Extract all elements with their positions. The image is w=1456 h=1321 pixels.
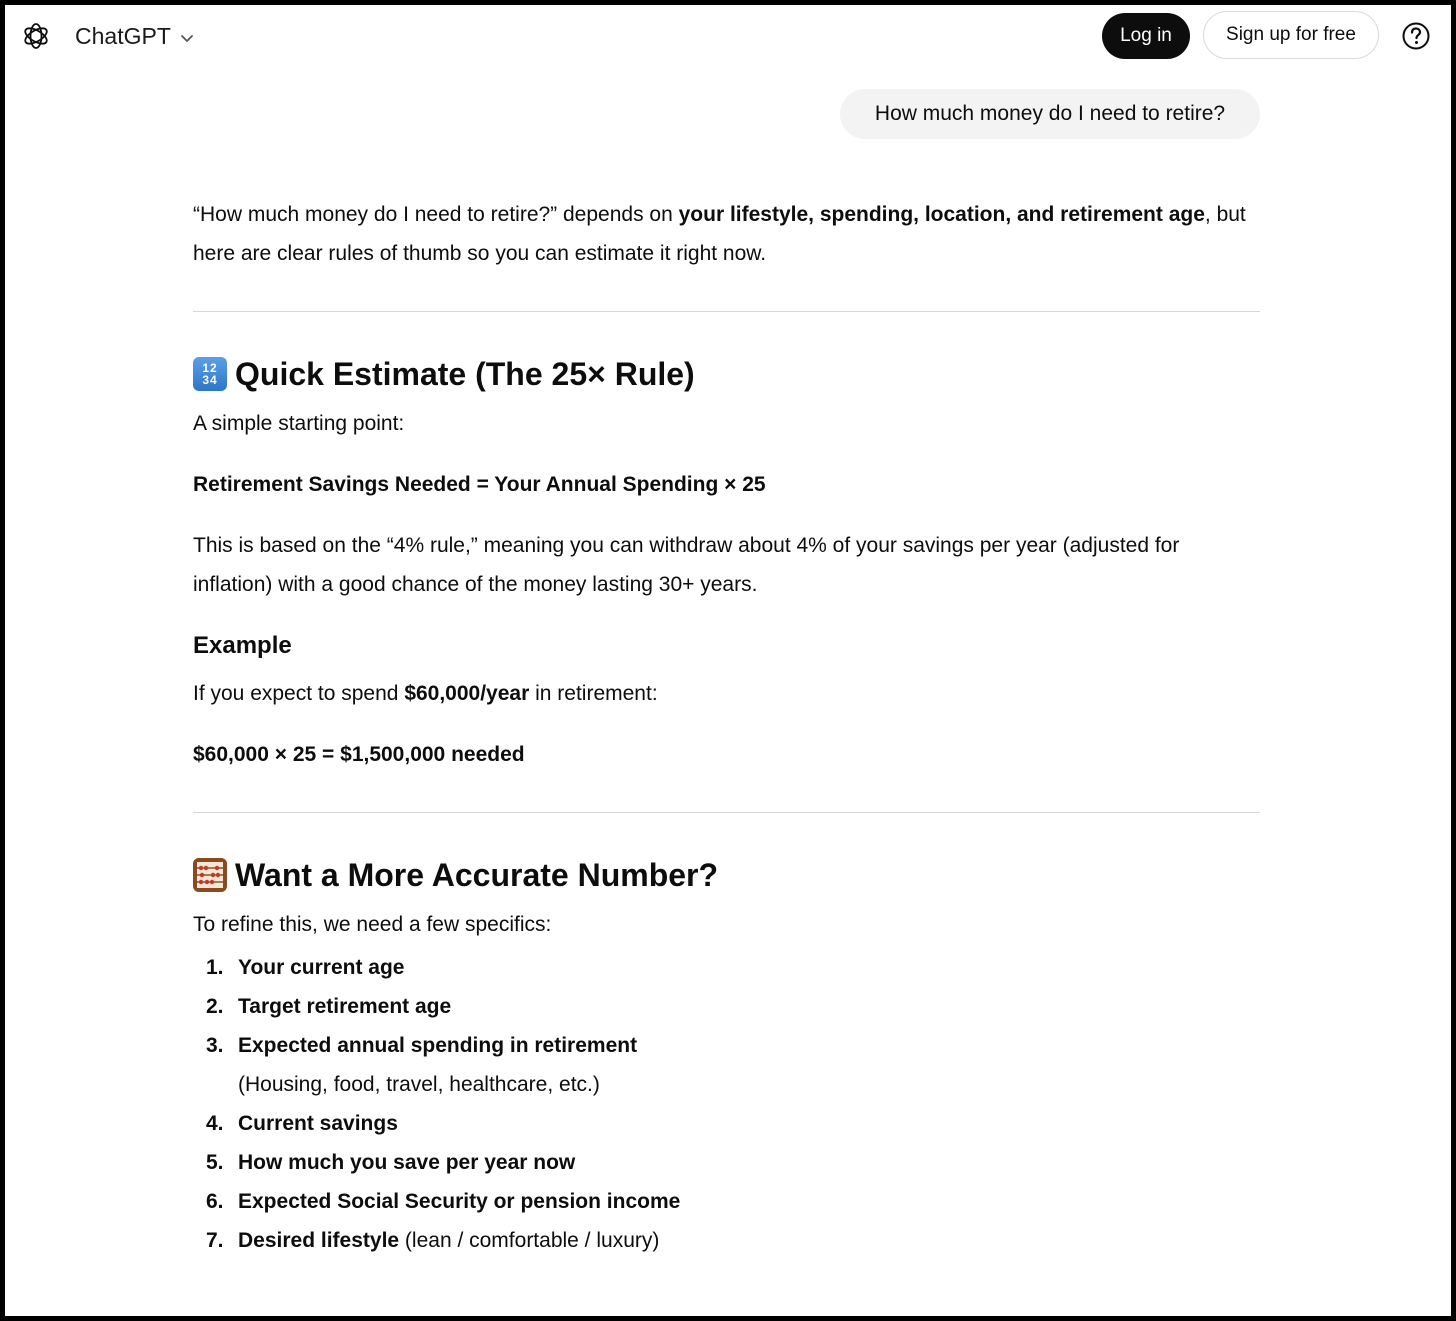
specifics-list xyxy=(193,948,1260,1260)
example-text-end: in retirement: xyxy=(529,682,658,705)
list-item-subtext: (Housing, food, travel, healthcare, etc.) xyxy=(238,1073,600,1096)
app-name: ChatGPT xyxy=(75,22,171,49)
intro-text-end: , but here are clear rules of thumb so you can estimate it right now. xyxy=(193,203,1246,265)
abacus-graphic xyxy=(193,858,227,892)
list-number: 4. xyxy=(206,1112,224,1135)
user-message-bubble xyxy=(840,89,1260,139)
top-bar xyxy=(5,5,1451,67)
lead-text: To refine this, we need a few specifics: xyxy=(193,913,552,936)
list-item xyxy=(193,987,1260,1026)
list-number: 5. xyxy=(206,1151,224,1174)
list-number: 2. xyxy=(206,995,224,1018)
list-item-text: Desired lifestyle xyxy=(238,1229,400,1252)
list-item-text: How much you save per year now xyxy=(238,1151,576,1174)
example-result: $60,000 × 25 = $1,500,000 needed xyxy=(193,743,525,766)
model-switcher[interactable] xyxy=(75,19,195,53)
explanation-text: This is based on the “4% rule,” meaning you can withdraw about 4% of your savings per year (adjusted for inflation) with a good chance of the money lasting 30+ years. xyxy=(193,534,1180,596)
user-message-text: How much money do I need to retire? xyxy=(874,102,1226,125)
example-text-start: If you expect to spend xyxy=(193,682,405,705)
list-item xyxy=(193,1221,1260,1260)
keycap-top-digits: 12 xyxy=(202,361,218,375)
keycap-bottom-digits: 34 xyxy=(202,373,218,387)
section-title: Want a More Accurate Number? xyxy=(235,857,719,893)
assistant-message xyxy=(193,195,1260,1260)
openai-logo-icon[interactable] xyxy=(21,21,51,51)
list-item-text: Expected Social Security or pension income xyxy=(238,1190,681,1213)
section-title: Quick Estimate (The 25× Rule) xyxy=(235,356,695,392)
list-item xyxy=(193,1104,1260,1143)
list-number: 7. xyxy=(206,1229,224,1252)
list-number: 3. xyxy=(206,1034,224,1057)
divider xyxy=(193,311,1260,312)
intro-text: “How much money do I need to retire?” depends on xyxy=(193,203,679,226)
list-item-text: Expected annual spending in retirement xyxy=(238,1034,638,1057)
example-amount: $60,000/year xyxy=(404,682,530,705)
keycap-1234-icon xyxy=(193,357,227,391)
chevron-down-icon xyxy=(179,30,195,46)
intro-paragraph xyxy=(193,195,1260,273)
section-heading-accurate-number xyxy=(193,855,1260,895)
list-item-subtext: (lean / comfortable / luxury) xyxy=(399,1229,660,1252)
list-number: 1. xyxy=(206,956,224,979)
question-mark-icon[interactable] xyxy=(1401,21,1431,51)
list-item xyxy=(193,1026,1260,1104)
list-item-text: Current savings xyxy=(238,1112,398,1135)
signup-button[interactable]: Sign up for free xyxy=(1203,11,1379,59)
list-item xyxy=(193,948,1260,987)
list-item xyxy=(193,1143,1260,1182)
list-item xyxy=(193,1182,1260,1221)
example-heading: Example xyxy=(193,632,292,659)
list-item-text: Target retirement age xyxy=(238,995,452,1018)
intro-bold-text: your lifestyle, spending, location, and retirement age xyxy=(678,203,1205,226)
formula-text: Retirement Savings Needed = Your Annual Spending × 25 xyxy=(193,473,766,496)
section-heading-quick-estimate xyxy=(193,354,1260,394)
list-number: 6. xyxy=(206,1190,224,1213)
list-item-text: Your current age xyxy=(238,956,405,979)
lead-text: A simple starting point: xyxy=(193,412,405,435)
login-button[interactable]: Log in xyxy=(1102,13,1190,59)
abacus-icon xyxy=(193,858,227,892)
example-text xyxy=(193,674,1260,713)
divider xyxy=(193,812,1260,813)
